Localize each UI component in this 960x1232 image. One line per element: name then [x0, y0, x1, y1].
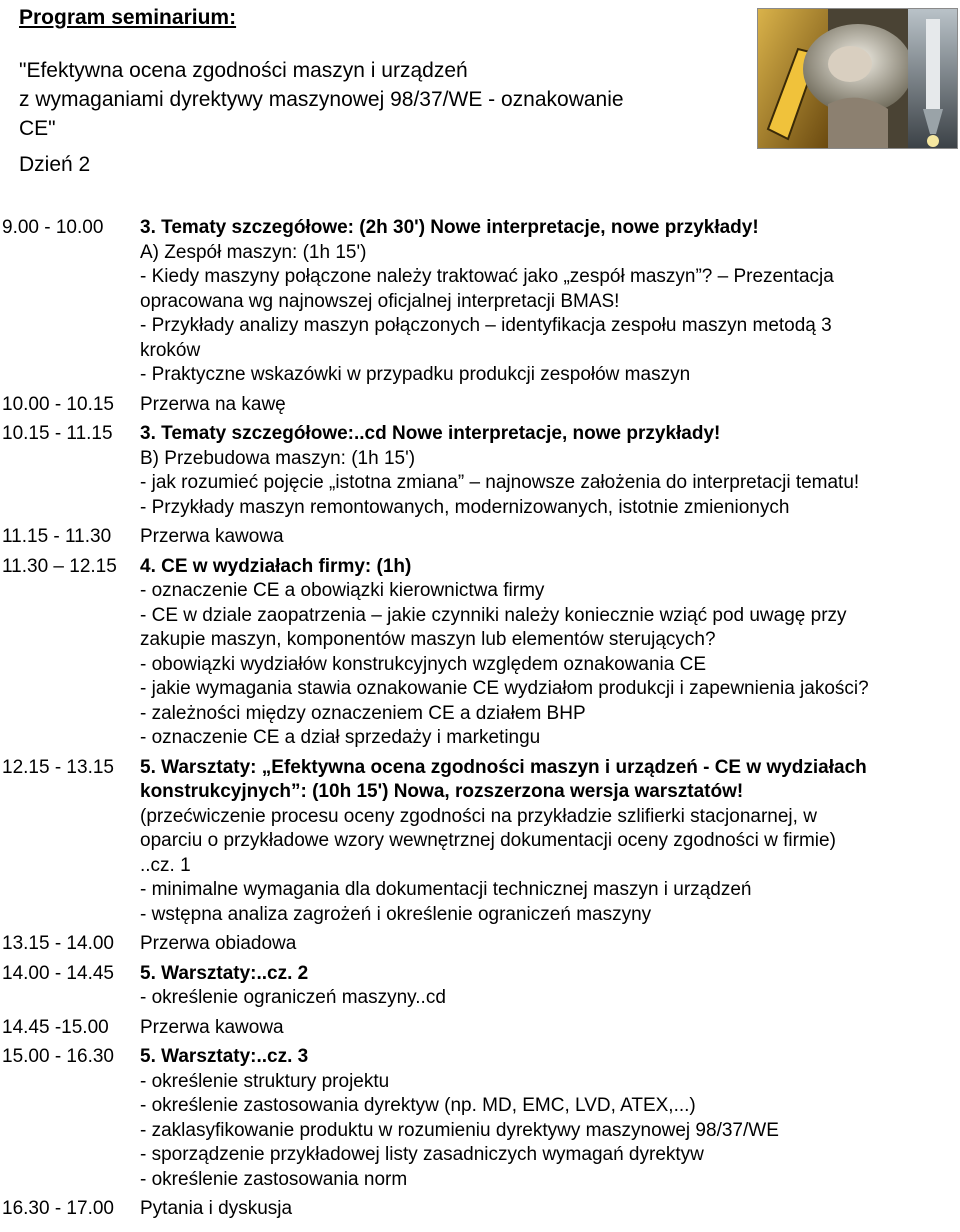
agenda-row [0, 525, 960, 550]
agenda-line: - oznaczenie CE a obowiązki kierownictwa firmy [140, 580, 545, 601]
agenda-content [140, 1197, 960, 1222]
session-title: 3. Tematy szczegółowe: (2h 30') Nowe interpretacje, nowe przykłady! [140, 217, 759, 238]
agenda-row [0, 216, 960, 388]
agenda-line: - określenie ograniczeń maszyny..cd [140, 987, 446, 1008]
agenda-line: - Praktyczne wskazówki w przypadku produkcji zespołów maszyn [140, 364, 691, 385]
decorative-photo-collage [757, 8, 958, 149]
agenda-line: - CE w dziale zaopatrzenia – jakie czynniki należy koniecznie wziąć pod uwagę przy [140, 604, 847, 626]
agenda-time: 14.45 -15.00 [2, 1016, 109, 1038]
break-label: Przerwa kawowa [140, 1016, 284, 1038]
seminar-title-line: z wymaganiami dyrektywy maszynowej 98/37/WE - oznakowanie [19, 88, 624, 111]
agenda-time: 9.00 - 10.00 [2, 217, 104, 238]
agenda-line: - określenie zastosowania dyrektyw (np. MD, EMC, LVD, ATEX,...) [140, 1095, 696, 1116]
agenda-time: 14.00 - 14.45 [2, 962, 114, 984]
agenda-line: - określenie zastosowania norm [140, 1168, 408, 1190]
agenda-content [140, 393, 960, 418]
agenda-time: 10.00 - 10.15 [2, 393, 114, 415]
agenda-line: - określenie struktury projektu [140, 1070, 390, 1092]
photo-collage-illustration [758, 9, 957, 148]
agenda [0, 216, 960, 1222]
agenda-row [0, 393, 960, 418]
agenda-content [140, 1045, 960, 1192]
session-title: 5. Warsztaty: „Efektywna ocena zgodności maszyn i urządzeń - CE w wydziałach [140, 756, 867, 778]
agenda-row [0, 756, 960, 928]
agenda-time: 16.30 - 17.00 [2, 1198, 114, 1219]
agenda-line: - zaklasyfikowanie produktu w rozumieniu dyrektywy maszynowej 98/37/WE [140, 1119, 779, 1141]
agenda-line: zakupie maszyn, komponentów maszyn lub elementów sterujących? [140, 629, 716, 650]
seminar-title [19, 56, 624, 143]
seminar-title-line: CE" [19, 117, 56, 140]
agenda-row [0, 1016, 960, 1041]
break-label: Przerwa na kawę [140, 393, 286, 415]
agenda-line: kroków [140, 339, 201, 361]
agenda-line: - obowiązki wydziałów konstrukcyjnych względem oznakowania CE [140, 653, 707, 675]
break-label: Przerwa obiadowa [140, 933, 297, 954]
agenda-row [0, 1197, 960, 1222]
agenda-line: - Przykłady maszyn remontowanych, modernizowanych, istotnie zmienionych [140, 496, 790, 518]
agenda-line: (przećwiczenie procesu oceny zgodności na przykładzie szlifierki stacjonarnej, w [140, 805, 817, 827]
session-title: 3. Tematy szczegółowe:..cd Nowe interpretacje, nowe przykłady! [140, 423, 721, 444]
agenda-time: 13.15 - 14.00 [2, 933, 114, 954]
agenda-row [0, 555, 960, 751]
agenda-line: B) Przebudowa maszyn: (1h 15') [140, 447, 416, 469]
session-title: 5. Warsztaty:..cz. 2 [140, 962, 309, 984]
agenda-line: - minimalne wymagania dla dokumentacji technicznej maszyn i urządzeń [140, 879, 752, 900]
agenda-line: - wstępna analiza zagrożeń i określenie ograniczeń maszyny [140, 903, 652, 925]
agenda-time: 10.15 - 11.15 [2, 423, 113, 444]
session-title: 5. Warsztaty:..cz. 3 [140, 1046, 309, 1067]
agenda-time: 11.30 – 12.15 [2, 555, 117, 577]
agenda-line: - jak rozumieć pojęcie „istotna zmiana” – najnowsze założenia do interpretacji tematu! [140, 472, 860, 493]
session-title: 4. CE w wydziałach firmy: (1h) [140, 555, 412, 577]
agenda-row [0, 932, 960, 957]
agenda-time: 11.15 - 11.30 [2, 526, 112, 547]
closing-label: Pytania i dyskusja [140, 1198, 293, 1219]
agenda-line: A) Zespół maszyn: (1h 15') [140, 241, 367, 263]
agenda-content [140, 932, 960, 957]
agenda-line: - sporządzenie przykładowej listy zasadniczych wymagań dyrektyw [140, 1144, 704, 1165]
agenda-content [140, 422, 960, 520]
break-label: Przerwa kawowa [140, 526, 284, 547]
agenda-row [0, 422, 960, 520]
agenda-line: - Przykłady analizy maszyn połączonych – identyfikacja zespołu maszyn metodą 3 [140, 315, 832, 336]
agenda-line: - Kiedy maszyny połączone należy traktować jako „zespół maszyn”? – Prezentacja [140, 266, 834, 287]
agenda-content [140, 962, 960, 1011]
agenda-line: - oznaczenie CE a dział sprzedaży i marketingu [140, 727, 541, 748]
agenda-content [140, 1016, 960, 1041]
agenda-line: - zależności między oznaczeniem CE a działem BHP [140, 702, 586, 724]
agenda-line: opracowana wg najnowszej oficjalnej interpretacji BMAS! [140, 290, 620, 312]
session-title: konstrukcyjnych”: (10h 15') Nowa, rozszerzona wersja warsztatów! [140, 781, 744, 802]
agenda-content [140, 216, 960, 388]
agenda-row [0, 962, 960, 1011]
agenda-line: ..cz. 1 [140, 854, 191, 876]
agenda-content [140, 555, 960, 751]
agenda-content [140, 525, 960, 550]
agenda-row [0, 1045, 960, 1192]
agenda-time: 15.00 - 16.30 [2, 1046, 114, 1067]
program-label: Program seminarium: [19, 6, 237, 29]
seminar-title-line: "Efektywna ocena zgodności maszyn i urządzeń [19, 59, 468, 82]
agenda-line: - jakie wymagania stawia oznakowanie CE wydziałom produkcji i zapewnienia jakości? [140, 678, 869, 699]
agenda-content [140, 756, 960, 928]
day-label: Dzień 2 [19, 153, 91, 176]
agenda-line: oparciu o przykładowe wzory wewnętrznej dokumentacji oceny zgodności w firmie) [140, 830, 836, 851]
agenda-time: 12.15 - 13.15 [2, 756, 114, 778]
